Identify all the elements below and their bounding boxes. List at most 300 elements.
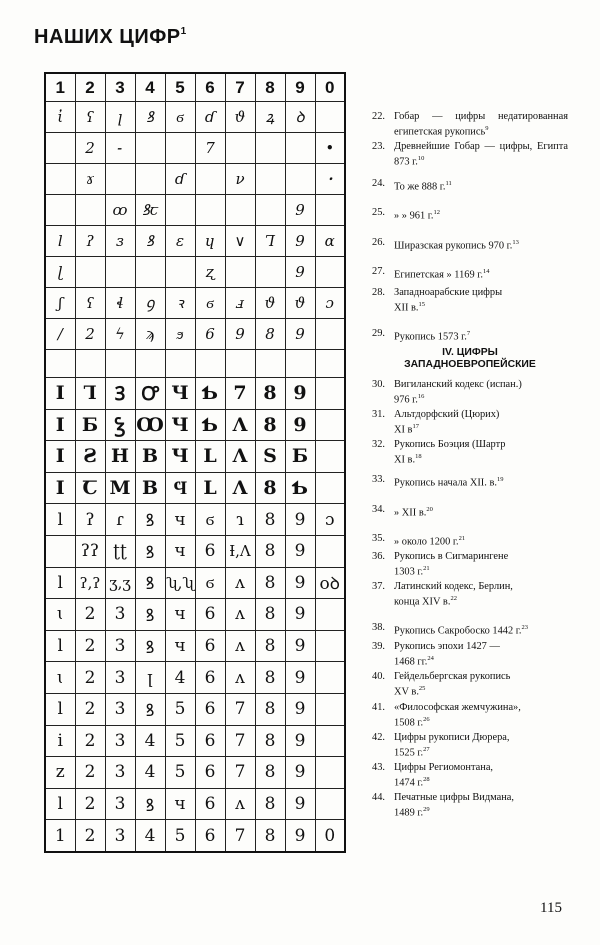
numeral-row [45, 599, 345, 631]
numeral-cell: I [45, 409, 75, 441]
numeral-cell [195, 350, 225, 378]
numeral-cell [315, 662, 345, 694]
numeral-cell: • [315, 133, 345, 164]
numeral-cell: 3 [105, 630, 135, 662]
numeral-cell [75, 195, 105, 226]
numeral-row [45, 195, 345, 226]
numeral-cell [135, 257, 165, 288]
numeral-cell: ϡ [135, 319, 165, 350]
numeral-cell: ʯ,ʯ [165, 567, 195, 599]
numeral-cell: ϧ [165, 319, 195, 350]
numeral-cell: Ꝏ [135, 409, 165, 441]
numeral-cell: ɩ [45, 599, 75, 631]
legend-entry-text: » XII в.$^{20}$ [394, 506, 433, 519]
header-digit-cell: 6 [195, 73, 225, 102]
numeral-row [45, 535, 345, 567]
numeral-cell: ʌ [225, 630, 255, 662]
footnote-marker: 21 [423, 565, 430, 572]
numeral-cell: l [45, 504, 75, 536]
numeral-cell: z [45, 757, 75, 789]
numeral-cell [255, 164, 285, 195]
numeral-cell: I [45, 472, 75, 504]
numeral-cell [315, 757, 345, 789]
numeral-cell: ἰ [45, 102, 75, 133]
numeral-cell: H [105, 441, 135, 473]
numeral-cell: 9 [285, 630, 315, 662]
numeral-cell: 9 [285, 599, 315, 631]
numeral-cell [225, 257, 255, 288]
numeral-cell: 5 [165, 757, 195, 789]
section-heading: IV. ЦИФРЫ ЗАПАДНОЕВРОПЕЙСКИЕ [404, 347, 536, 370]
numeral-cell: 9 [285, 504, 315, 536]
numeral-cell [75, 350, 105, 378]
numeral-cell [45, 350, 75, 378]
numeral-cell: ν [225, 164, 255, 195]
legend-entry [372, 792, 568, 819]
numeral-cell: 3 [105, 725, 135, 757]
legend-entry-number: 32. [372, 439, 385, 450]
legend-entry-number: 28. [372, 287, 385, 298]
numeral-cell [315, 441, 345, 473]
numeral-cell: 8 [255, 504, 285, 536]
numeral-cell [105, 350, 135, 378]
numeral-cell: ʌ [225, 599, 255, 631]
numeral-cell: 7 [225, 378, 255, 410]
footnote-marker: 15 [418, 301, 426, 308]
numeral-cell: 6 [195, 788, 225, 820]
numeral-cell [255, 195, 285, 226]
numeral-cell: l [45, 226, 75, 257]
legend-entry-number: 38. [372, 622, 385, 633]
numeral-cell: 1 [45, 820, 75, 852]
numeral-cell: ʌ [225, 567, 255, 599]
numeral-row [45, 504, 345, 536]
numeral-cell: Λ [225, 441, 255, 473]
numeral-cell: ꝏ [105, 195, 135, 226]
numeral-cell: Ϥ [165, 472, 195, 504]
numeral-row [45, 441, 345, 473]
numeral-cell [75, 257, 105, 288]
numeral-cell [165, 195, 195, 226]
numeral-cell: 9 [285, 226, 315, 257]
legend-entry-number: 29. [372, 328, 385, 339]
header-digit-cell: 2 [75, 73, 105, 102]
legend-entry-text: Вигиланский кодекс (испан.) 976 г.$^{16}$ [394, 379, 522, 406]
footnote-marker: 26 [423, 716, 430, 723]
numeral-cell: Ꝍ [135, 378, 165, 410]
numeral-cell: ʌ [225, 662, 255, 694]
numeral-cell [315, 257, 345, 288]
numeral-cell: 2 [75, 599, 105, 631]
numeral-cell: Ƨ [75, 441, 105, 473]
numeral-row [45, 133, 345, 164]
legend-entry-text: Египетская » 1169 г.$^{14}$ [394, 268, 490, 281]
numeral-cell: Ꞁ [75, 378, 105, 410]
numeral-cell: ɔ [315, 288, 345, 319]
numeral-row [45, 409, 345, 441]
numeral-cell: 6 [195, 820, 225, 852]
numeral-cell: Ꝫ [105, 378, 135, 410]
numeral-cell: l [45, 788, 75, 820]
numeral-row [45, 820, 345, 852]
legend-entry-text: Рукопись 1573 г.$^7$ [394, 330, 471, 343]
numeral-cell: 6 [195, 630, 225, 662]
numeral-cell: 7 [225, 820, 255, 852]
footnote-marker: 11 [445, 180, 452, 187]
numeral-cell [285, 164, 315, 195]
legend-entry-text: Цифры Региомонтана, 1474 г.$^{28}$ [394, 762, 494, 789]
numeral-cell: 9 [285, 788, 315, 820]
numeral-cell: ɗ [165, 164, 195, 195]
numeral-cell: 6 [195, 535, 225, 567]
numeral-cell: ꝺ [285, 102, 315, 133]
numeral-cell: ϑ [225, 102, 255, 133]
numeral-cell: 8 [255, 820, 285, 852]
numeral-cell: ꝯ [135, 288, 165, 319]
numeral-cell: 9 [285, 319, 315, 350]
legend-entry-number: 34. [372, 504, 385, 515]
numeral-cell: 9 [285, 409, 315, 441]
numeral-cell: ꝸ [135, 504, 165, 536]
header-digit-cell: 4 [135, 73, 165, 102]
numeral-cell [195, 164, 225, 195]
numeral-cell: ʒ,ʒ [105, 567, 135, 599]
numeral-cell: 4 [165, 662, 195, 694]
numeral-cell [135, 133, 165, 164]
numeral-row [45, 257, 345, 288]
numeral-cell: Ƅ [285, 472, 315, 504]
numeral-cell: ꞁ [105, 102, 135, 133]
header-digit-cell: 0 [315, 73, 345, 102]
numeral-cell: 7 [225, 725, 255, 757]
footnote-marker: 16 [417, 393, 425, 400]
legend-entry [372, 762, 568, 789]
numeral-cell: ϭ [195, 288, 225, 319]
numeral-cell: ꝸ [135, 535, 165, 567]
legend-entry-number: 24. [372, 178, 385, 189]
numeral-cell: ɜ [105, 226, 135, 257]
numeral-cell: ꝸ [135, 693, 165, 725]
legend-entry-number: 37. [372, 581, 385, 592]
numeral-cell: Ч [165, 441, 195, 473]
numeral-cell: ч [165, 599, 195, 631]
numeral-row [45, 788, 345, 820]
page-number: 115 [540, 900, 562, 916]
legend-entry-number: 40. [372, 671, 385, 682]
numeral-cell: L [195, 472, 225, 504]
numeral-cell [45, 535, 75, 567]
numeral-cell [315, 599, 345, 631]
legend-entry-text: «Философская жемчужина», 1508 г.$^{26}$ [394, 702, 521, 729]
legend-entry [372, 732, 568, 759]
numeral-row [45, 350, 345, 378]
numeral-cell [45, 164, 75, 195]
numeral-cell: 2 [75, 693, 105, 725]
numeral-cell: ꝸ [135, 102, 165, 133]
legend-entry [372, 504, 568, 519]
footnote-marker: 19 [496, 476, 504, 483]
numeral-cell [195, 195, 225, 226]
numeral-cell: ɑ [315, 226, 345, 257]
numeral-cell: 9 [225, 319, 255, 350]
numeral-cell: 3 [105, 693, 135, 725]
legend-entry-number: 36. [372, 551, 385, 562]
footnote-marker: 14 [482, 268, 490, 275]
header-digit-cell: 3 [105, 73, 135, 102]
legend-entry-number: 27. [372, 266, 385, 277]
footnote-marker: 24 [427, 655, 434, 662]
numeral-cell: 8 [255, 693, 285, 725]
numeral-cell: 5 [165, 725, 195, 757]
legend-entry [372, 409, 568, 436]
footnote-marker: 13 [512, 239, 519, 246]
numeral-cell: M [105, 472, 135, 504]
legend-entry-text: Печатные цифры Видмана, 1489 г.$^{29}$ [394, 792, 515, 819]
numeral-cell: Ꝣ [105, 409, 135, 441]
numeral-cell: oꝺ [315, 567, 345, 599]
legend-entry-number: 26. [372, 237, 385, 248]
numeral-cell: ʈʈ [105, 535, 135, 567]
numeral-cell: 9 [285, 662, 315, 694]
numeral-cell: ∨ [225, 226, 255, 257]
numeral-cell: ꞁ [135, 662, 165, 694]
numeral-cell: ꝸ [135, 226, 165, 257]
numeral-cell: 6 [195, 693, 225, 725]
numeral-cell [165, 133, 195, 164]
numeral-row [45, 164, 345, 195]
header-digit-cell: 9 [285, 73, 315, 102]
numeral-cell: Ƅ [195, 409, 225, 441]
footnote-marker: 23 [521, 624, 528, 631]
numeral-cell: 4 [135, 725, 165, 757]
numeral-cell [225, 133, 255, 164]
numeral-cell: ɬ [105, 288, 135, 319]
numeral-cell: 3 [105, 820, 135, 852]
numeral-cell [315, 630, 345, 662]
legend-entry [372, 702, 568, 729]
legend-entry-number: 39. [372, 641, 385, 652]
numeral-cell: I [45, 441, 75, 473]
numeral-cell: Λ [225, 409, 255, 441]
numeral-row [45, 693, 345, 725]
numeral-cell: / [45, 319, 75, 350]
numeral-cell: S [255, 441, 285, 473]
legend-entry-number: 42. [372, 732, 385, 743]
footnote-marker: 10 [417, 155, 425, 162]
numeral-cell [315, 378, 345, 410]
footnote-marker: 17 [412, 423, 419, 430]
numeral-cell: B [135, 441, 165, 473]
header-digit-cell: 8 [255, 73, 285, 102]
numeral-cell: B [135, 472, 165, 504]
numeral-cell: 9 [285, 195, 315, 226]
header-digit-cell: 5 [165, 73, 195, 102]
footnote-marker: 20 [426, 506, 433, 513]
numeral-cell: 8 [255, 788, 285, 820]
numeral-cell: ʔ [75, 226, 105, 257]
footnote-marker: 9 [485, 125, 489, 132]
legend-entry [372, 379, 568, 406]
numeral-cell: ɤ [75, 164, 105, 195]
numeral-cell: 0 [315, 820, 345, 852]
numeral-cell: Ƃ [75, 409, 105, 441]
numeral-cell: 8 [255, 757, 285, 789]
numeral-cell [255, 350, 285, 378]
numeral-cell: i [45, 725, 75, 757]
numeral-cell: ʌ [225, 788, 255, 820]
numeral-cell: 6 [195, 757, 225, 789]
numeral-cell: 8 [255, 378, 285, 410]
legend-entry-text: Ширазская рукопись 970 г.$^{13}$ [394, 239, 519, 252]
numeral-cell [315, 102, 345, 133]
legend-entry-text: Древнейшие Гобар — цифры, Египта 873 г.$^{10}$ [394, 141, 568, 168]
legend-entry-number: 22. [372, 111, 385, 122]
numeral-cell: 8 [255, 535, 285, 567]
numeral-cell [255, 133, 285, 164]
legend-entry [372, 207, 568, 222]
numeral-cell: 8 [255, 567, 285, 599]
numeral-cell: 9 [285, 567, 315, 599]
numeral-cell: 2 [75, 725, 105, 757]
numeral-cell [255, 257, 285, 288]
numeral-cell: 2 [75, 662, 105, 694]
numeral-cell: 2 [75, 133, 105, 164]
numeral-cell: 7 [225, 693, 255, 725]
numeral-cell: ꝸ [135, 788, 165, 820]
numeral-cell: ɿ [225, 504, 255, 536]
numeral-cell: 3 [105, 788, 135, 820]
numeral-cell [225, 350, 255, 378]
legend-entry [372, 671, 568, 698]
legend-entry [372, 551, 568, 578]
numeral-cell: 5 [165, 820, 195, 852]
page-title: НАШИХ ЦИФР$^1$ [34, 26, 187, 48]
numeral-cell: 7 [195, 133, 225, 164]
legend-entry-number: 25. [372, 207, 385, 218]
legend-entry [372, 533, 568, 548]
numeral-cell: ʃ [45, 288, 75, 319]
legend-entry [372, 622, 568, 637]
numeral-cell [285, 133, 315, 164]
numeral-cell [315, 535, 345, 567]
legend-entry [372, 439, 568, 466]
numeral-row [45, 319, 345, 350]
numeral-cell: ɗ [195, 102, 225, 133]
numeral-cell: 6 [195, 319, 225, 350]
numeral-cell: Ꞁ [255, 226, 285, 257]
numeral-cell: I [45, 378, 75, 410]
legend-entry-text: Латинский кодекс, Берлин, конца XIV в.$^{22}$ [394, 581, 513, 608]
numeral-cell: 2 [75, 757, 105, 789]
numeral-cell: 2 [75, 630, 105, 662]
numeral-cell [165, 257, 195, 288]
numeral-cell: ʔ,ʔ [75, 567, 105, 599]
legend-entry-text: Гейдельбергская рукопись XV в.$^{25}$ [394, 671, 511, 698]
numeral-cell: ϟ [105, 319, 135, 350]
title-footnote-marker: 1 [180, 26, 187, 37]
legend-entry-number: 30. [372, 379, 385, 390]
numeral-cell: Ƃ [285, 441, 315, 473]
numeral-cell: ч [165, 535, 195, 567]
legend-entry-number: 33. [372, 474, 385, 485]
numeral-row [45, 472, 345, 504]
numeral-cell [315, 409, 345, 441]
header-digit-cell: 1 [45, 73, 75, 102]
numeral-cell [165, 350, 195, 378]
numeral-cell: ϑ [255, 288, 285, 319]
numeral-cell: Ч [165, 378, 195, 410]
footnote-marker: 22 [450, 595, 457, 602]
numeral-cell: 2 [75, 820, 105, 852]
numeral-cell: ꝸꞇ [135, 195, 165, 226]
footnote-marker: 28 [423, 776, 430, 783]
numeral-cell: 9 [285, 725, 315, 757]
numeral-cell: ɩ [45, 662, 75, 694]
legend-entry [372, 237, 568, 252]
numeral-cell: 7 [225, 757, 255, 789]
numeral-cell: 6 [195, 725, 225, 757]
numeral-cell: ɾ [105, 504, 135, 536]
legend-entry-number: 31. [372, 409, 385, 420]
legend-entry-number: 41. [372, 702, 385, 713]
numeral-row [45, 288, 345, 319]
legend-entry [372, 266, 568, 281]
numeral-row [45, 378, 345, 410]
numeral-row [45, 226, 345, 257]
numeral-cell [105, 257, 135, 288]
legend-entry-text: Альтдорфский (Цюрих) XI $в^{17}$ [394, 409, 500, 436]
numeral-cell: 6 [195, 662, 225, 694]
numeral-cell [315, 195, 345, 226]
numeral-row [45, 757, 345, 789]
legend-entry-text: То же 888 г.$^{11}$ [394, 180, 452, 193]
numeral-cell [285, 350, 315, 378]
numeral-cell: ꝛ [165, 288, 195, 319]
numerals-table [44, 72, 346, 853]
numeral-cell: 6 [195, 599, 225, 631]
numeral-cell: 9 [285, 535, 315, 567]
numeral-cell: ɭ [45, 257, 75, 288]
numeral-cell: Ч [165, 409, 195, 441]
numeral-cell: 2 [75, 319, 105, 350]
numeral-cell: 4 [135, 757, 165, 789]
numeral-cell: l [45, 630, 75, 662]
numeral-cell: 8 [255, 472, 285, 504]
legend-entry-number: 43. [372, 762, 385, 773]
numeral-cell: ʔʔ [75, 535, 105, 567]
numeral-cell [315, 472, 345, 504]
legend-entry-text: Цифры рукописи Дюрера, 1525 г.$^{27}$ [394, 732, 510, 759]
numeral-row [45, 630, 345, 662]
legend-entry-text: Рукопись эпохи 1427 — 1468 гг.$^{24}$ [394, 641, 500, 668]
footnote-marker: 21 [458, 535, 466, 542]
numeral-cell: ϭ [195, 504, 225, 536]
numeral-cell: ʕ [75, 288, 105, 319]
legend-entry [372, 581, 568, 608]
header-digit-cell: 7 [225, 73, 255, 102]
numeral-cell: 4 [135, 820, 165, 852]
numeral-cell: ʕ [75, 102, 105, 133]
numeral-cell [225, 195, 255, 226]
legend-entry-number: 44. [372, 792, 385, 803]
numeral-cell: Ƅ [195, 378, 225, 410]
numeral-cell: 8 [255, 599, 285, 631]
legend-entry [372, 141, 568, 168]
numeral-cell: 9 [285, 378, 315, 410]
numeral-cell: ˗ [105, 133, 135, 164]
numeral-cell: 9 [285, 257, 315, 288]
numeral-cell [45, 195, 75, 226]
